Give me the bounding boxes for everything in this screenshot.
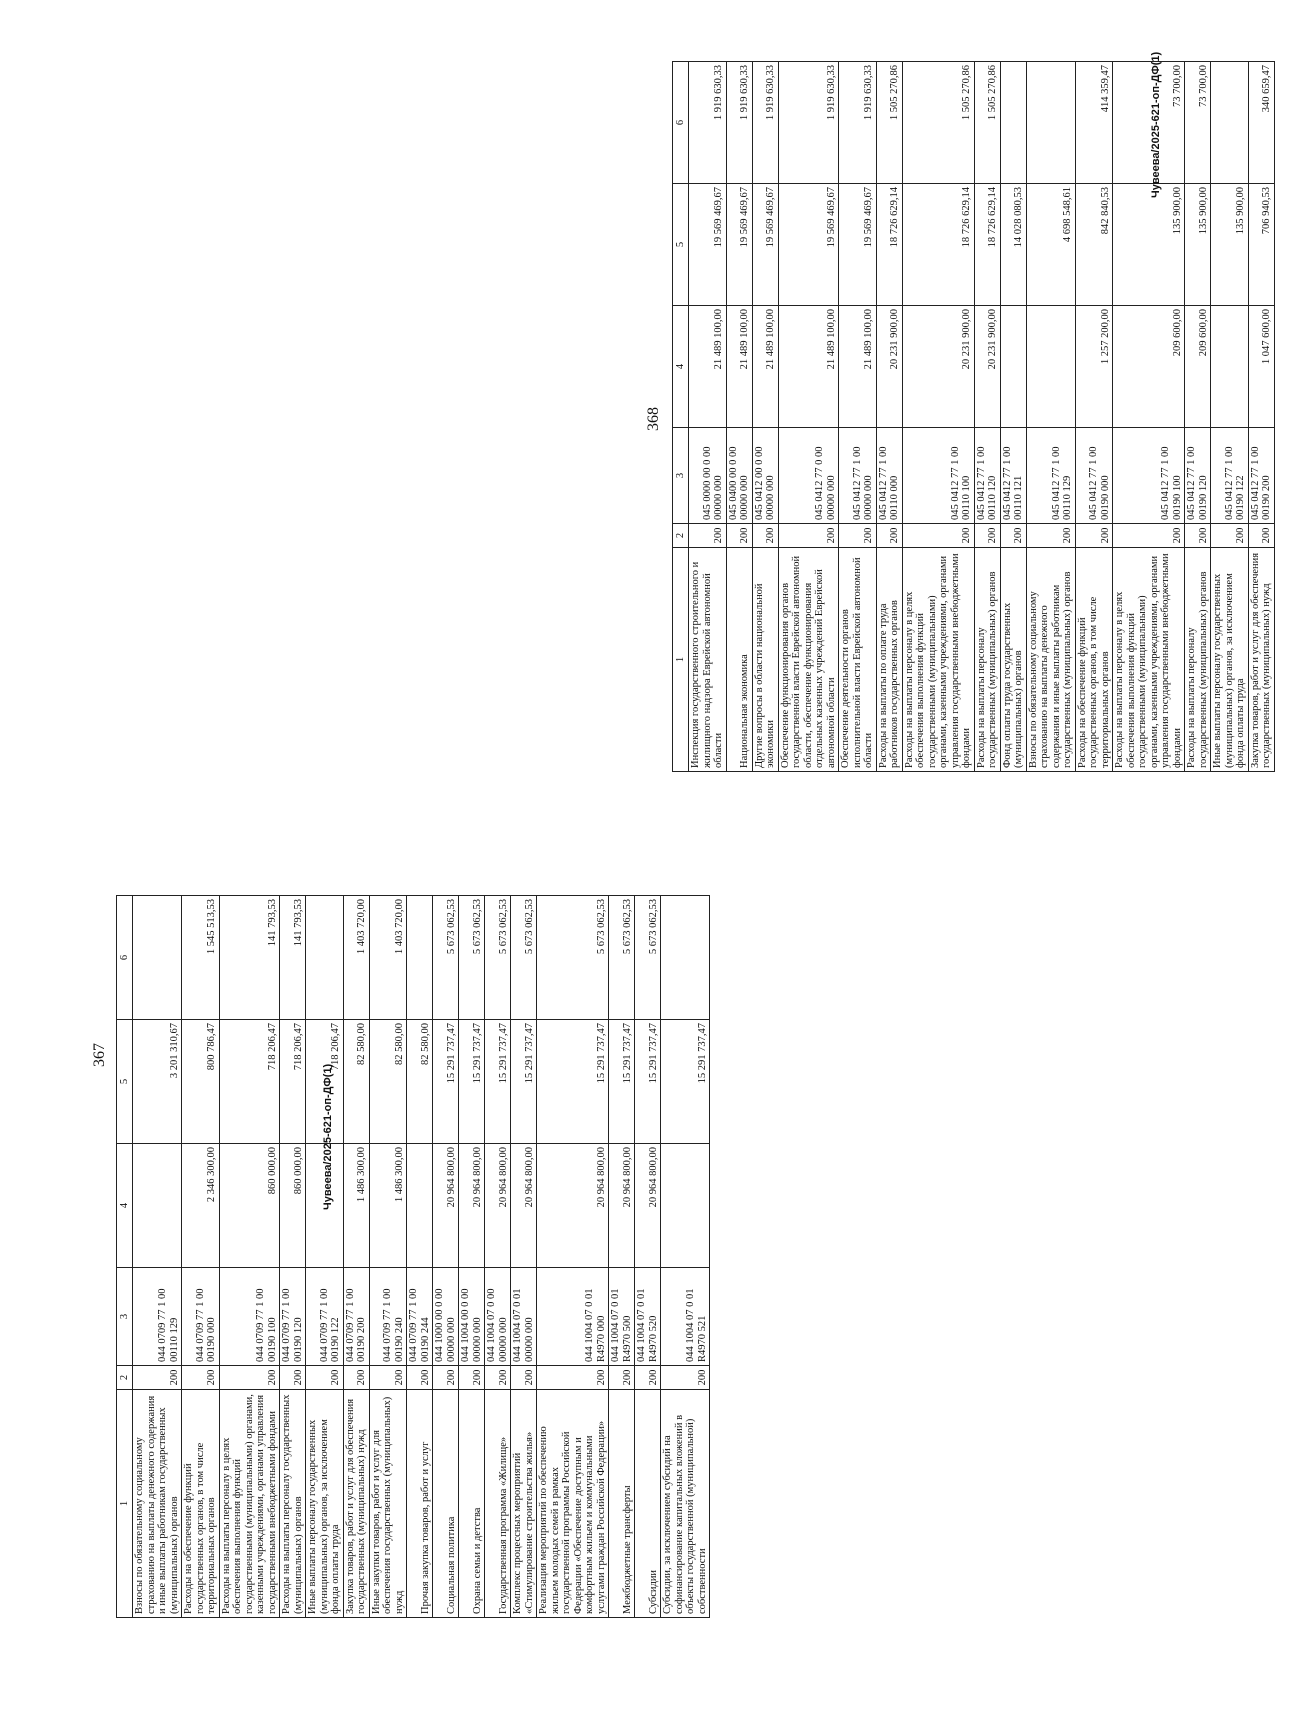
row-section-cell: 200: [1211, 524, 1249, 548]
row-code-cell: 045 0412 77 1 00 00190 000: [1075, 428, 1113, 524]
row-remaining-cell: [306, 896, 344, 1020]
row-section-cell: 200: [407, 1366, 433, 1390]
row-code-cell: 044 1000 00 0 00 00000 000: [433, 1268, 459, 1366]
column-header: 2: [673, 524, 689, 548]
column-header: 4: [673, 306, 689, 428]
row-remaining-cell: 73 700,00: [1113, 62, 1185, 184]
row-section-cell: 200: [459, 1366, 485, 1390]
row-approved-cell: 860 000,00: [280, 1144, 306, 1268]
row-name-cell: Расходы на выплаты персоналу в целях обеспечения выполнения функций государственными (муниципальными) органами, казенными учреждениями, органами управления государственными внебюджетными фондами: [219, 1390, 280, 1618]
row-approved-cell: 20 964 800,00: [609, 1144, 635, 1268]
row-remaining-cell: 5 673 062,53: [635, 896, 661, 1020]
row-remaining-cell: 5 673 062,53: [511, 896, 537, 1020]
row-name-cell: Расходы на выплаты персоналу государственных (муниципальных) органов: [1185, 548, 1211, 772]
table-row: [902, 62, 974, 772]
row-executed-cell: 135 900,00: [1211, 184, 1249, 306]
row-code-cell: 045 0412 77 1 00 00110 121: [1000, 428, 1026, 524]
right-header-row: [673, 62, 689, 772]
row-executed-cell: 706 940,53: [1248, 184, 1274, 306]
row-name-cell: Расходы на выплаты персоналу в целях обеспечения выполнения функций государственными (муниципальными) органами, казенными учреждениями, органами управления государственными внебюджетными фондами: [1113, 548, 1185, 772]
row-section-cell: 200: [280, 1366, 306, 1390]
right-page-table-wrap: [672, 62, 1292, 772]
table-row: [778, 62, 839, 772]
row-approved-cell: [407, 1144, 433, 1268]
row-section-cell: 200: [511, 1366, 537, 1390]
left-footer: Чувеева/2025-621-оп-ДФ(1): [322, 1063, 334, 1210]
row-executed-cell: 15 291 737,47: [433, 1020, 459, 1144]
row-remaining-cell: [1000, 62, 1026, 184]
row-remaining-cell: 5 673 062,53: [537, 896, 609, 1020]
row-code-cell: 044 1004 07 0 01 R4970 500: [609, 1268, 635, 1366]
row-approved-cell: 21 489 100,00: [726, 306, 752, 428]
table-row: [635, 896, 661, 1618]
row-remaining-cell: 73 700,00: [1185, 62, 1211, 184]
row-remaining-cell: 1 919 630,33: [839, 62, 877, 184]
row-remaining-cell: 1 505 270,86: [876, 62, 902, 184]
column-header: 5: [673, 184, 689, 306]
row-approved-cell: 1 257 200,00: [1075, 306, 1113, 428]
row-name-cell: Закупка товаров, работ и услуг для обеспечения государственных (муниципальных) нужд: [1248, 548, 1274, 772]
row-code-cell: 044 0709 77 1 00 00190 122: [306, 1268, 344, 1366]
row-code-cell: 044 0709 77 1 00 00190 200: [343, 1268, 369, 1366]
row-code-cell: 044 1004 07 0 00 00000 000: [485, 1268, 511, 1366]
right-footer: Чувеева/2025-621-оп-ДФ(1): [1150, 51, 1162, 198]
row-approved-cell: 21 489 100,00: [778, 306, 839, 428]
row-remaining-cell: 1 505 270,86: [902, 62, 974, 184]
row-code-cell: 044 0709 77 1 00 00190 100: [219, 1268, 280, 1366]
row-executed-cell: 19 569 469,67: [752, 184, 778, 306]
row-executed-cell: 135 900,00: [1185, 184, 1211, 306]
row-section-cell: 200: [133, 1366, 182, 1390]
row-approved-cell: 209 600,00: [1113, 306, 1185, 428]
row-approved-cell: 20 231 900,00: [974, 306, 1000, 428]
row-section-cell: 200: [306, 1366, 344, 1390]
row-code-cell: 045 0412 77 1 00 00190 100: [1113, 428, 1185, 524]
row-remaining-cell: 1 505 270,86: [974, 62, 1000, 184]
row-code-cell: 045 0412 77 1 00 00190 200: [1248, 428, 1274, 524]
table-row: [182, 896, 220, 1618]
row-remaining-cell: 414 359,47: [1075, 62, 1113, 184]
left-page-number: 367: [91, 1043, 108, 1067]
row-name-cell: Расходы на выплаты персоналу государственных (муниципальных) органов: [280, 1390, 306, 1618]
table-row: [1185, 62, 1211, 772]
row-approved-cell: 20 964 800,00: [511, 1144, 537, 1268]
row-approved-cell: 20 231 900,00: [876, 306, 902, 428]
row-name-cell: Субсидии: [635, 1390, 661, 1618]
row-code-cell: 045 0412 77 1 00 00110 120: [974, 428, 1000, 524]
row-approved-cell: [133, 1144, 182, 1268]
row-section-cell: 200: [661, 1366, 710, 1390]
row-executed-cell: 15 291 737,47: [537, 1020, 609, 1144]
row-section-cell: 200: [902, 524, 974, 548]
row-approved-cell: 860 000,00: [219, 1144, 280, 1268]
table-row: [1026, 62, 1075, 772]
row-code-cell: 044 0709 77 1 00 00190 244: [407, 1268, 433, 1366]
table-row: [1000, 62, 1026, 772]
row-name-cell: Инспекция государственного строительного и жилищного надзора Еврейской автономной области: [689, 548, 727, 772]
row-section-cell: 200: [974, 524, 1000, 548]
row-approved-cell: 20 964 800,00: [459, 1144, 485, 1268]
table-row: [661, 896, 710, 1618]
row-remaining-cell: [407, 896, 433, 1020]
row-name-cell: Охрана семьи и детства: [459, 1390, 485, 1618]
table-row: [280, 896, 306, 1618]
table-row: [306, 896, 344, 1618]
row-approved-cell: 2 346 300,00: [182, 1144, 220, 1268]
row-section-cell: 200: [752, 524, 778, 548]
column-header: 6: [673, 62, 689, 184]
table-row: [219, 896, 280, 1618]
row-code-cell: 045 0412 77 1 00 00000 000: [839, 428, 877, 524]
row-executed-cell: 15 291 737,47: [609, 1020, 635, 1144]
column-header: 2: [117, 1366, 133, 1390]
row-section-cell: 200: [219, 1366, 280, 1390]
row-section-cell: 200: [1185, 524, 1211, 548]
row-executed-cell: 15 291 737,47: [459, 1020, 485, 1144]
row-code-cell: 044 1004 07 0 01 R4970 521: [661, 1268, 710, 1366]
column-header: 5: [117, 1020, 133, 1144]
row-remaining-cell: [1026, 62, 1075, 184]
column-header: 1: [117, 1390, 133, 1618]
row-remaining-cell: 1 403 720,00: [369, 896, 407, 1020]
row-name-cell: Социальная политика: [433, 1390, 459, 1618]
row-code-cell: 044 1004 00 0 00 00000 000: [459, 1268, 485, 1366]
row-approved-cell: 1 047 600,00: [1248, 306, 1274, 428]
row-executed-cell: 15 291 737,47: [511, 1020, 537, 1144]
row-approved-cell: 21 489 100,00: [752, 306, 778, 428]
row-name-cell: Иные закупки товаров, работ и услуг для обеспечения государственных (муниципальных) нужд: [369, 1390, 407, 1618]
row-name-cell: Реализация мероприятий по обеспечению жильем молодых семей в рамках государственной программы Российской Федерации «Обеспечение доступным и комфортным жильем и коммунальными услугами граждан Российской Федерации»: [537, 1390, 609, 1618]
row-remaining-cell: 1 403 720,00: [343, 896, 369, 1020]
table-row: [485, 896, 511, 1618]
row-executed-cell: 15 291 737,47: [635, 1020, 661, 1144]
row-name-cell: Расходы на выплаты по оплате труда работников государственных органов: [876, 548, 902, 772]
row-code-cell: 045 0412 00 0 00 00000 000: [752, 428, 778, 524]
row-remaining-cell: 5 673 062,53: [433, 896, 459, 1020]
row-code-cell: 044 0709 77 1 00 00190 000: [182, 1268, 220, 1366]
row-remaining-cell: 1 545 513,53: [182, 896, 220, 1020]
row-section-cell: 200: [433, 1366, 459, 1390]
table-row: [511, 896, 537, 1618]
table-row: [537, 896, 609, 1618]
row-remaining-cell: 1 919 630,33: [689, 62, 727, 184]
left-table-body: [133, 896, 710, 1618]
row-name-cell: Прочая закупка товаров, работ и услуг: [407, 1390, 433, 1618]
row-section-cell: 200: [537, 1366, 609, 1390]
row-code-cell: 045 0000 00 0 00 00000 000: [689, 428, 727, 524]
row-section-cell: 200: [182, 1366, 220, 1390]
row-name-cell: Иные выплаты персоналу государственных (муниципальных) органов, за исключением фонда оплаты труда: [1211, 548, 1249, 772]
right-table-body: [689, 62, 1275, 772]
column-header: 1: [673, 548, 689, 772]
row-executed-cell: 15 291 737,47: [485, 1020, 511, 1144]
row-remaining-cell: 141 793,53: [219, 896, 280, 1020]
row-remaining-cell: 5 673 062,53: [485, 896, 511, 1020]
row-executed-cell: 19 569 469,67: [726, 184, 752, 306]
table-row: [876, 62, 902, 772]
row-approved-cell: [1211, 306, 1249, 428]
row-name-cell: Взносы по обязательному социальному страхованию на выплаты денежного содержания и иные выплаты работникам государственных (муниципальных) органов: [1026, 548, 1075, 772]
row-executed-cell: 135 900,00: [1113, 184, 1185, 306]
column-header: 3: [673, 428, 689, 524]
row-name-cell: Расходы на обеспечение функций государственных органов, в том числе территориальных органов: [182, 1390, 220, 1618]
row-approved-cell: 21 489 100,00: [839, 306, 877, 428]
row-code-cell: 044 0709 77 1 00 00190 240: [369, 1268, 407, 1366]
row-executed-cell: 19 569 469,67: [778, 184, 839, 306]
table-row: [609, 896, 635, 1618]
table-row: [133, 896, 182, 1618]
row-remaining-cell: [133, 896, 182, 1020]
row-approved-cell: 20 964 800,00: [485, 1144, 511, 1268]
row-name-cell: Расходы на обеспечение функций государственных органов, в том числе территориальных органов: [1075, 548, 1113, 772]
table-row: [407, 896, 433, 1618]
row-section-cell: 200: [635, 1366, 661, 1390]
row-code-cell: 045 0412 77 0 00 00000 000: [778, 428, 839, 524]
table-row: [343, 896, 369, 1618]
row-executed-cell: 800 786,47: [182, 1020, 220, 1144]
table-row: [752, 62, 778, 772]
row-code-cell: 045 0412 77 1 00 00110 000: [876, 428, 902, 524]
table-row: [974, 62, 1000, 772]
row-section-cell: 200: [1113, 524, 1185, 548]
left-header-row: [117, 896, 133, 1618]
row-approved-cell: 1 486 300,00: [343, 1144, 369, 1268]
row-section-cell: 200: [689, 524, 727, 548]
row-executed-cell: 82 580,00: [343, 1020, 369, 1144]
row-code-cell: 045 0412 77 1 00 00190 120: [1185, 428, 1211, 524]
row-approved-cell: 20 964 800,00: [537, 1144, 609, 1268]
row-section-cell: 200: [1075, 524, 1113, 548]
row-name-cell: Государственная программа «Жилище»: [485, 1390, 511, 1618]
left-page-table-wrap: [116, 896, 734, 1618]
row-code-cell: 045 0412 77 1 00 00110 100: [902, 428, 974, 524]
row-section-cell: 200: [369, 1366, 407, 1390]
row-code-cell: 044 0709 77 1 00 00190 120: [280, 1268, 306, 1366]
column-header: 3: [117, 1268, 133, 1366]
row-name-cell: Межбюджетные трансферты: [609, 1390, 635, 1618]
row-section-cell: 200: [726, 524, 752, 548]
table-row: [459, 896, 485, 1618]
row-section-cell: 200: [609, 1366, 635, 1390]
row-name-cell: Субсидии, за исключением субсидий на софинансирование капитальных вложений в объекты государственной (муниципальной) собственности: [661, 1390, 710, 1618]
table-row: [1211, 62, 1249, 772]
row-code-cell: 045 0400 00 0 00 00000 000: [726, 428, 752, 524]
row-executed-cell: 3 201 310,67: [133, 1020, 182, 1144]
row-code-cell: 044 0709 77 1 00 00110 129: [133, 1268, 182, 1366]
row-executed-cell: 19 569 469,67: [839, 184, 877, 306]
row-executed-cell: 4 698 548,61: [1026, 184, 1075, 306]
table-row: [1248, 62, 1274, 772]
row-name-cell: Расходы на выплаты персоналу государственных (муниципальных) органов: [974, 548, 1000, 772]
row-section-cell: 200: [1026, 524, 1075, 548]
table-row: [726, 62, 752, 772]
table-row: [433, 896, 459, 1618]
row-remaining-cell: 1 919 630,33: [726, 62, 752, 184]
row-remaining-cell: [661, 896, 710, 1020]
right-budget-table: [672, 61, 1275, 772]
table-row: [1113, 62, 1185, 772]
row-remaining-cell: 1 919 630,33: [778, 62, 839, 184]
row-approved-cell: 209 600,00: [1185, 306, 1211, 428]
row-name-cell: Комплекс процессных мероприятий «Стимулирование строительства жилья»: [511, 1390, 537, 1618]
row-remaining-cell: 340 659,47: [1248, 62, 1274, 184]
row-executed-cell: 14 028 080,53: [1000, 184, 1026, 306]
row-section-cell: 200: [343, 1366, 369, 1390]
table-row: [369, 896, 407, 1618]
row-approved-cell: [661, 1144, 710, 1268]
row-code-cell: 044 1004 07 0 01 00000 000: [511, 1268, 537, 1366]
table-row: [689, 62, 727, 772]
right-page-number: 368: [645, 407, 662, 431]
row-name-cell: Обеспечение функционирования органов государственной власти Еврейской автономной области, обеспечение функционирования отдельных казенных учреждений Еврейской автономной области: [778, 548, 839, 772]
row-approved-cell: 20 231 900,00: [902, 306, 974, 428]
row-code-cell: 045 0412 77 1 00 00190 122: [1211, 428, 1249, 524]
row-name-cell: Закупка товаров, работ и услуг для обеспечения государственных (муниципальных) нужд: [343, 1390, 369, 1618]
row-name-cell: Взносы по обязательному социальному страхованию на выплаты денежного содержания и иные выплаты работникам государственных (муниципальных) органов: [133, 1390, 182, 1618]
row-approved-cell: [1026, 306, 1075, 428]
table-row: [839, 62, 877, 772]
column-header: 6: [117, 896, 133, 1020]
left-budget-table: [116, 895, 710, 1618]
row-remaining-cell: [1211, 62, 1249, 184]
row-approved-cell: 20 964 800,00: [635, 1144, 661, 1268]
row-approved-cell: 21 489 100,00: [689, 306, 727, 428]
row-section-cell: 200: [1248, 524, 1274, 548]
row-approved-cell: 1 486 300,00: [369, 1144, 407, 1268]
row-code-cell: 044 1004 07 0 01 R4970 000: [537, 1268, 609, 1366]
column-header: 4: [117, 1144, 133, 1268]
row-remaining-cell: 141 793,53: [280, 896, 306, 1020]
row-executed-cell: 19 569 469,67: [689, 184, 727, 306]
row-name-cell: Национальная экономика: [726, 548, 752, 772]
row-executed-cell: 18 726 629,14: [876, 184, 902, 306]
row-name-cell: Другие вопросы в области национальной экономики: [752, 548, 778, 772]
row-code-cell: 045 0412 77 1 00 00110 129: [1026, 428, 1075, 524]
row-remaining-cell: 5 673 062,53: [609, 896, 635, 1020]
row-executed-cell: 718 206,47: [280, 1020, 306, 1144]
row-remaining-cell: 1 919 630,33: [752, 62, 778, 184]
row-executed-cell: 718 206,47: [219, 1020, 280, 1144]
row-name-cell: Иные выплаты персоналу государственных (муниципальных) органов, за исключением фонда оплаты труда: [306, 1390, 344, 1618]
row-name-cell: Расходы на выплаты персоналу в целях обеспечения выполнения функций государственными (муниципальными) органами, казенными учреждениями, органами управления государственными внебюджетными фондами: [902, 548, 974, 772]
row-executed-cell: 18 726 629,14: [902, 184, 974, 306]
row-executed-cell: 82 580,00: [407, 1020, 433, 1144]
row-executed-cell: 18 726 629,14: [974, 184, 1000, 306]
row-approved-cell: [1000, 306, 1026, 428]
row-remaining-cell: 5 673 062,53: [459, 896, 485, 1020]
row-code-cell: 044 1004 07 0 01 R4970 520: [635, 1268, 661, 1366]
row-section-cell: 200: [1000, 524, 1026, 548]
row-executed-cell: 718 206,47: [306, 1020, 344, 1144]
row-executed-cell: 82 580,00: [369, 1020, 407, 1144]
row-section-cell: 200: [876, 524, 902, 548]
row-section-cell: 200: [839, 524, 877, 548]
row-name-cell: Обеспечение деятельности органов исполнительной власти Еврейской автономной области: [839, 548, 877, 772]
row-name-cell: Фонд оплаты труда государственных (муниципальных) органов: [1000, 548, 1026, 772]
row-executed-cell: 15 291 737,47: [661, 1020, 710, 1144]
row-approved-cell: 20 964 800,00: [433, 1144, 459, 1268]
row-executed-cell: 842 840,53: [1075, 184, 1113, 306]
row-section-cell: 200: [778, 524, 839, 548]
table-row: [1075, 62, 1113, 772]
row-section-cell: 200: [485, 1366, 511, 1390]
